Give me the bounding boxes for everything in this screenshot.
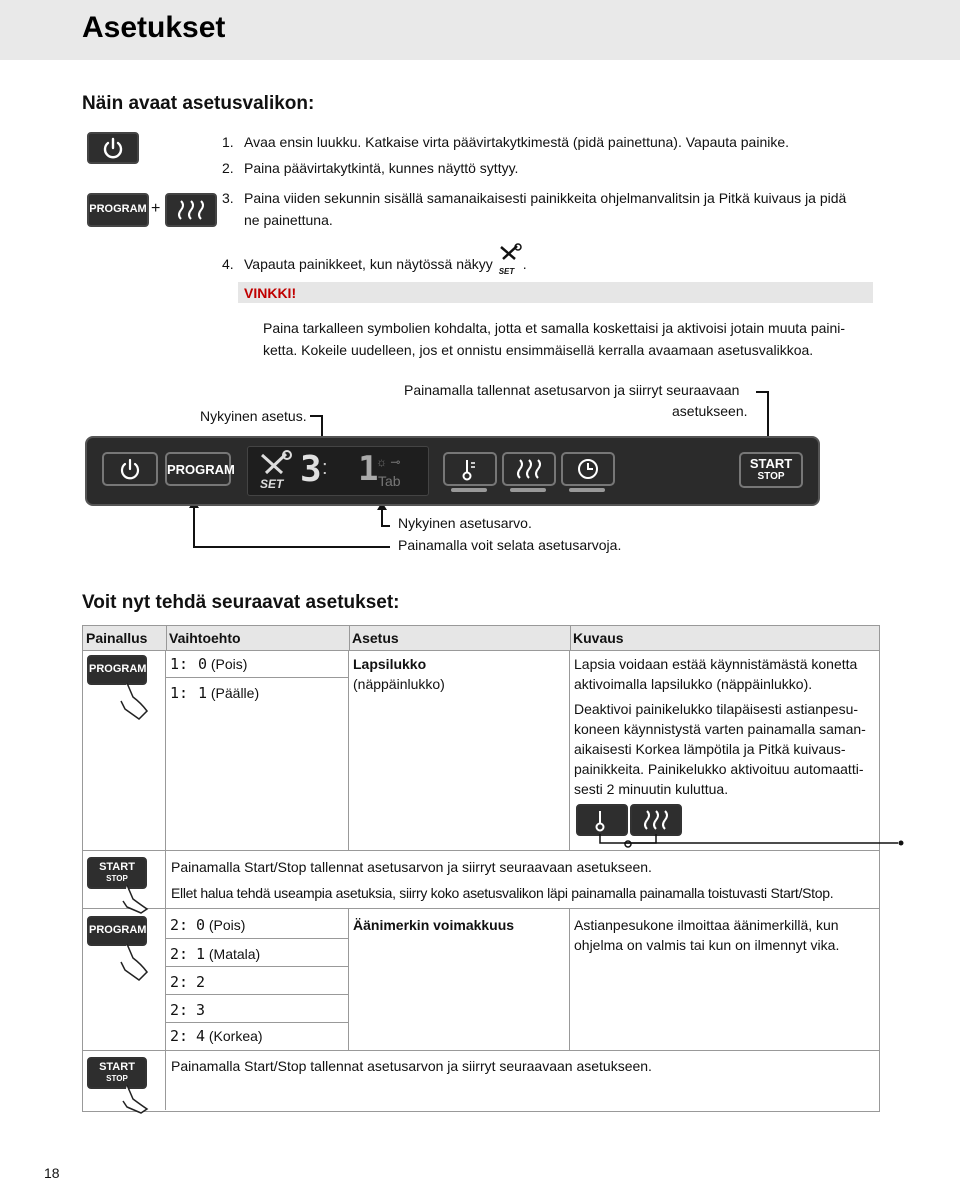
col-header-press: Painallus [86,630,148,646]
control-panel [85,436,820,506]
row1-description-1: Lapsia voidaan estää käynnistämästä konetta aktivoimalla lapsilukko (näppäinlukko). [574,656,858,692]
high-temp-indicator [451,488,487,492]
step-4: 4. Vapauta painikkeet, kun näytössä näkyy SET . [222,251,527,277]
section2-heading: Voit nyt tehdä seuraavat asetukset: [82,592,400,613]
delay-indicator [569,488,605,492]
step-1: 1. Avaa ensin luukku. Katkaise virta päävirtakytkimestä (pidä painettuna). Vapauta painike. [222,134,790,150]
row2-description: Astianpesukone ilmoittaa äänimerkillä, kun ohjelma on valmis tai kun on ilmennyt vika. [574,917,840,953]
set-tools-icon: SET [497,251,523,277]
callout-current-setting: Nykyinen asetus. [200,408,307,424]
row2-option-1: 2: 0 (Pois) [170,916,246,934]
tip-text: Paina tarkalleen symbolien kohdalta, jotta et samalla koskettaisi ja aktivoisi jotain muuta paini- ketta. Kokeile uudelleen, jos et onnistu ensimmäisellä kerralla avaamaan asetusvalikkoa. [263,320,846,358]
row1-option-2: 1: 1 (Päälle) [170,684,260,702]
start-row1-text-1: Painamalla Start/Stop tallennat asetusarvon ja siirryt seuraavaan asetukseen. [171,859,652,875]
callout-current-value: Nykyinen asetusarvo. [398,515,532,531]
callout-save-next-2: asetukseen. [672,403,748,419]
section1-heading: Näin avaat asetusvalikon: [82,93,315,114]
tip-bar [238,282,873,303]
power-button-icon [87,132,139,164]
step-3: 3. Paina viiden sekunnin sisällä samanaikaisesti painikkeita ohjelmanvalitsin ja Pitkä kuivaus ja pidä ne painettuna. [222,190,847,228]
step-2: 2. Paina päävirtakytkintä, kunnes näyttö syttyy. [222,160,519,176]
plus-sign: + [151,200,161,217]
panel-program-button[interactable]: PROGRAM [165,452,231,486]
row2-option-2: 2: 1 (Matala) [170,945,261,963]
col-header-option: Vaihtoehto [169,630,241,646]
panel-delay-button[interactable] [561,452,615,486]
display-setting-digit: 3 [300,449,322,490]
display-tab-label: Tab [378,473,401,489]
col-header-setting: Asetus [352,630,399,646]
program-button-icon: PROGRAM [87,193,149,227]
row2-option-4: 2: 3 [170,1001,205,1019]
long-dry-indicator [510,488,546,492]
panel-long-dry-button[interactable] [502,452,556,486]
panel-high-temp-button[interactable] [443,452,497,486]
row1-setting: Lapsilukko (näppäinlukko) [353,656,445,692]
row2-setting: Äänimerkin voimakkuus [353,917,515,933]
panel-display [247,446,429,496]
row2-option-3: 2: 2 [170,973,205,991]
row1-option-1: 1: 0 (Pois) [170,655,248,673]
panel-start-stop-button[interactable]: START STOP [739,452,803,488]
callout-save-next-1: Painamalla tallennat asetusarvon ja siirryt seuraavaan [404,382,740,398]
tip-label: VINKKI! [244,285,297,301]
display-colon: : [322,457,328,479]
display-value-digit: 1 [358,449,379,489]
row2-option-5: 2: 4 (Korkea) [170,1027,263,1045]
start-row1-text-2: Ellet halua tehdä useampia asetuksia, siirry koko asetusvalikon läpi painamalla painamalla toistuvasti Start/Stop. [171,885,834,901]
page-title: Asetukset [82,11,226,44]
long-dry-button-icon [165,193,217,227]
callout-browse-values: Painamalla voit selata asetusarvoja. [398,537,622,553]
page-number: 18 [44,1165,60,1181]
row1-description-2: Deaktivoi painikelukko tilapäisesti astianpesu- koneen käynnistystä varten painamalla saman- aikaisesti Korkea lämpötila ja Pitkä kuivaus- painikkeita. Painikelukko aktivoituu automaatti- sesti 2 minuutin kuluttua. [574,701,866,797]
start-row2-text: Painamalla Start/Stop tallennat asetusarvon ja siirryt seuraavaan asetukseen. [171,1058,652,1074]
display-set-label: SET [260,477,284,491]
col-header-description: Kuvaus [573,630,624,646]
display-indicator-icons: ☼ ⊸ [376,455,401,469]
panel-power-button[interactable] [102,452,158,486]
